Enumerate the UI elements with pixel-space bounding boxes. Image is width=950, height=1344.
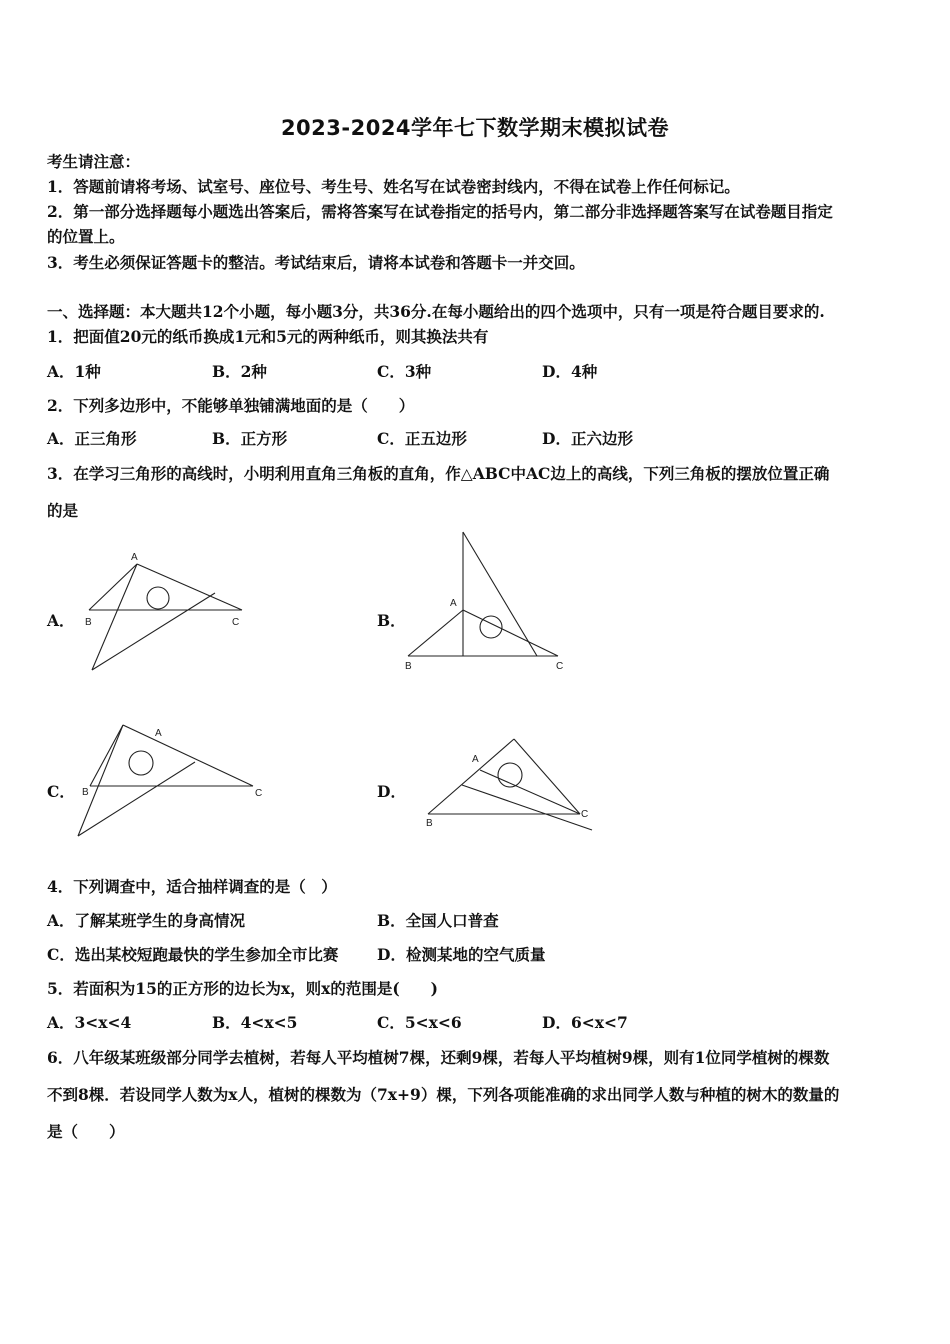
question-6-stem: 6．八年级某班级部分同学去植树，若每人平均植树7棵，还剩9棵，若每人平均植树9棵，则有1位同学植树的棵数 — [47, 1048, 830, 1067]
question-1-option-b[interactable]: B．2种 — [212, 362, 267, 381]
vertex-label-c: C — [232, 617, 240, 628]
vertex-label-a: A — [472, 754, 479, 765]
vertex-label-b: B — [426, 818, 433, 829]
question-5-option-a[interactable]: A．3<x<4 — [47, 1013, 132, 1032]
side-ab — [408, 610, 463, 656]
notice-item: 的位置上。 — [47, 227, 125, 246]
question-2-option-b[interactable]: B．正方形 — [212, 429, 288, 448]
set-square-hole — [129, 751, 153, 775]
side-ab — [428, 739, 514, 814]
page-title: 2023-2024学年七下数学期末模拟试卷 — [280, 116, 670, 140]
side-ac — [514, 739, 580, 814]
question-1-option-c[interactable]: C．3种 — [377, 362, 432, 381]
set-square-edge — [480, 770, 580, 814]
question-3-stem-continued: 的是 — [47, 501, 79, 520]
question-4-option-d[interactable]: D．检测某地的空气质量 — [377, 945, 546, 964]
side-ac — [137, 564, 242, 610]
figure-d-triangle-diagram — [420, 735, 600, 835]
vertex-label-c: C — [255, 788, 263, 799]
question-6-stem-end: 是（ ） — [47, 1122, 125, 1141]
question-1-option-a[interactable]: A．1种 — [47, 362, 101, 381]
vertex-label-c: C — [556, 661, 564, 672]
question-3-stem: 3．在学习三角形的高线时，小明利用直角三角板的直角，作△ABC中AC边上的高线，下列三角板的摆放位置正确 — [47, 464, 830, 483]
set-square-edge — [463, 532, 537, 656]
set-square-edge — [92, 564, 137, 670]
question-4-option-c[interactable]: C．选出某校短跑最快的学生参加全市比赛 — [47, 945, 339, 964]
set-square-edge — [462, 785, 592, 830]
figure-a-triangle-diagram — [80, 545, 250, 675]
side-ac — [463, 610, 558, 656]
notice-item: 1．答题前请将考场、试室号、座位号、考生号、姓名写在试卷密封线内，不得在试卷上作任何标记。 — [47, 177, 740, 196]
question-2-option-a[interactable]: A．正三角形 — [47, 429, 137, 448]
vertex-label-b: B — [82, 787, 89, 798]
question-5-option-b[interactable]: B．4<x<5 — [212, 1013, 298, 1032]
notice-heading: 考生请注意： — [47, 152, 141, 171]
question-2-option-c[interactable]: C．正五边形 — [377, 429, 467, 448]
figure-a-label[interactable]: A． — [47, 611, 75, 630]
question-6-stem-continued: 不到8棵．若设同学人数为x人，植树的棵数为（7x+9）棵，下列各项能准确的求出同学人数与种植的树木的数量的 — [47, 1085, 840, 1104]
vertex-label-c: C — [581, 809, 589, 820]
question-1-option-d[interactable]: D．4种 — [542, 362, 598, 381]
side-ab — [90, 725, 123, 786]
question-2-stem: 2．下列多边形中，不能够单独铺满地面的是（ ） — [47, 396, 415, 415]
vertex-label-b: B — [85, 617, 92, 628]
notice-item: 2．第一部分选择题每小题选出答案后，需将答案写在试卷指定的括号内，第二部分非选择题答案写在试卷题目指定 — [47, 202, 833, 221]
side-ac — [123, 725, 253, 786]
set-square-hole — [147, 587, 169, 609]
vertex-label-a: A — [450, 598, 457, 609]
figure-d-label[interactable]: D． — [377, 782, 406, 801]
question-4-option-a[interactable]: A．了解某班学生的身高情况 — [47, 911, 246, 930]
side-ab — [89, 564, 137, 610]
vertex-label-a: A — [131, 552, 138, 563]
figure-b-triangle-diagram — [400, 528, 575, 673]
set-square-edge — [92, 593, 215, 670]
set-square-edge — [78, 762, 195, 836]
question-5-stem: 5．若面积为15的正方形的边长为x，则x的范围是( ) — [47, 979, 439, 998]
figure-b-label[interactable]: B． — [377, 611, 406, 630]
section-heading: 一、选择题：本大题共12个小题，每小题3分，共36分.在每小题给出的四个选项中，只有一项是符合题目要求的. — [47, 302, 825, 321]
question-5-option-c[interactable]: C．5<x<6 — [377, 1013, 462, 1032]
question-5-option-d[interactable]: D．6<x<7 — [542, 1013, 628, 1032]
question-4-stem: 4．下列调查中，适合抽样调查的是（ ） — [47, 877, 337, 896]
question-1-stem: 1．把面值20元的纸币换成1元和5元的两种纸币，则其换法共有 — [47, 327, 489, 346]
figure-c-label[interactable]: C． — [47, 782, 75, 801]
vertex-label-a: A — [155, 728, 162, 739]
figure-c-triangle-diagram — [75, 722, 275, 842]
set-square-edge — [78, 725, 123, 836]
question-4-option-b[interactable]: B．全国人口普查 — [377, 911, 499, 930]
notice-item: 3．考生必须保证答题卡的整洁。考试结束后，请将本试卷和答题卡一并交回。 — [47, 253, 585, 272]
vertex-label-b: B — [405, 661, 412, 672]
question-2-option-d[interactable]: D．正六边形 — [542, 429, 633, 448]
